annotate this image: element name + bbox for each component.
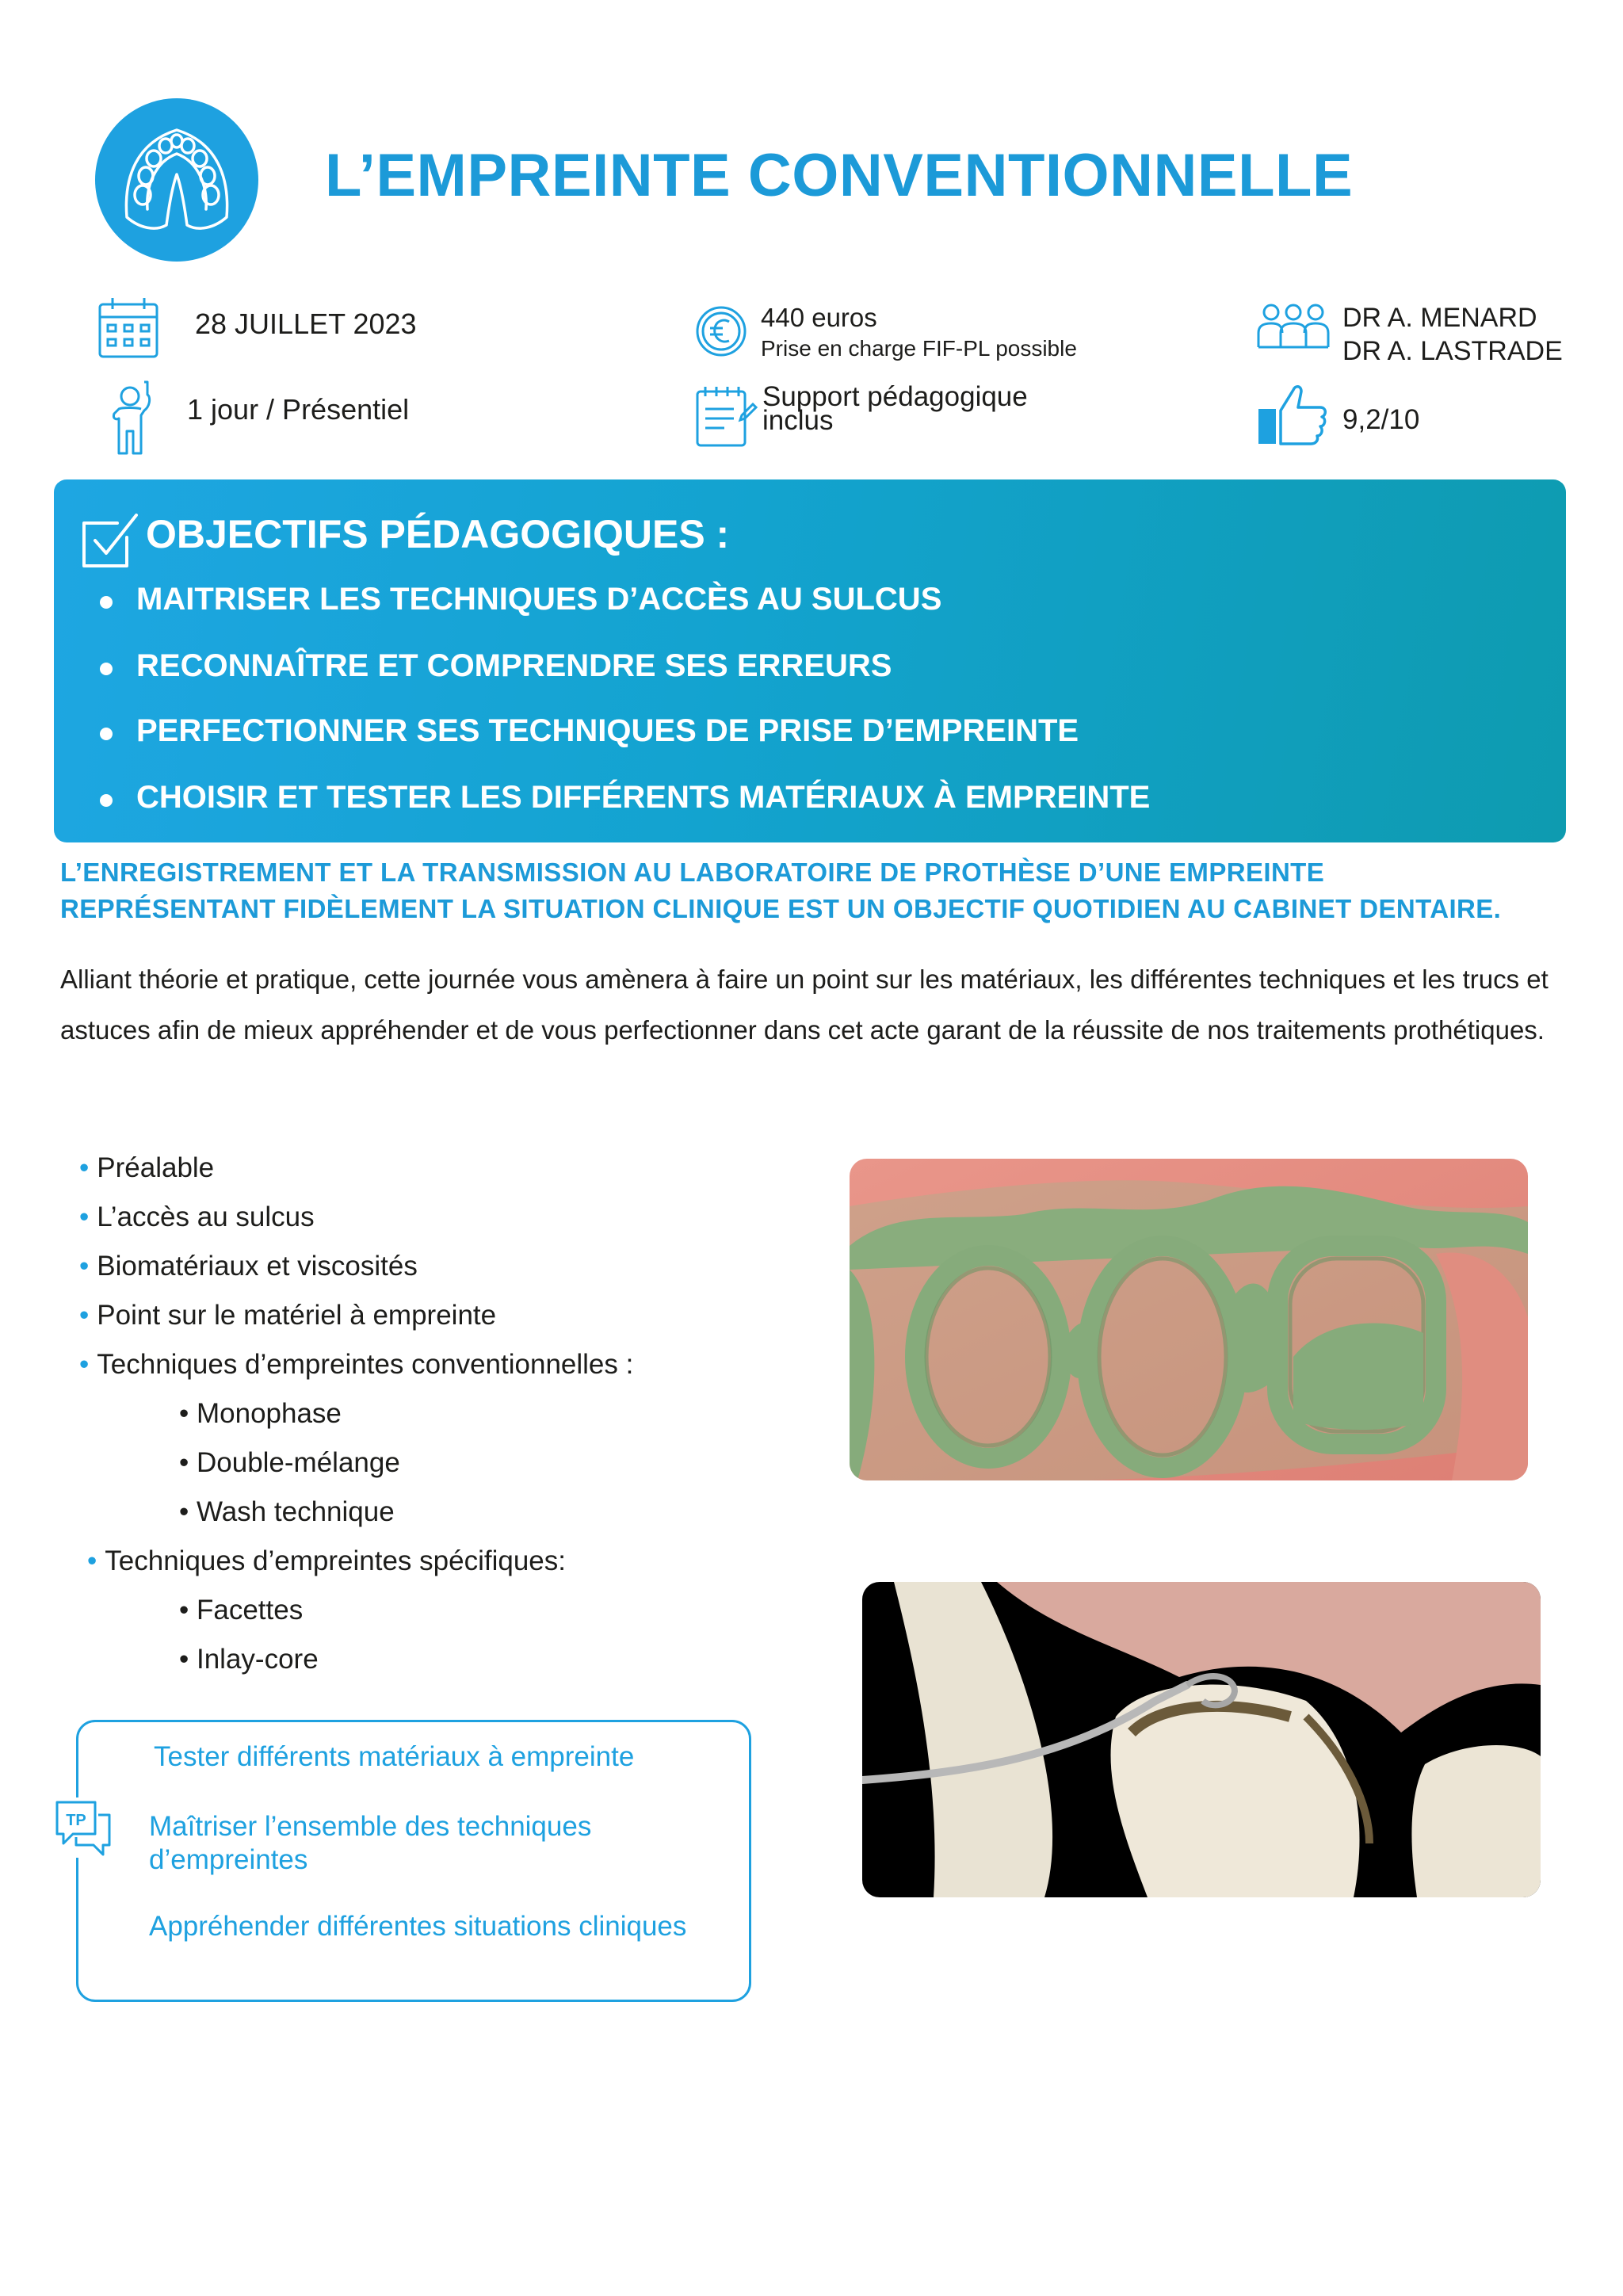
tp-item: Maîtriser l’ensemble des techniques d’empreintes xyxy=(149,1811,592,1875)
thumbs-up-icon xyxy=(1257,382,1328,445)
lead-line-1: L’ENREGISTREMENT ET LA TRANSMISSION AU LABORATOIRE DE PROTHÈSE D’UNE EMPREINTE xyxy=(60,858,1325,887)
speaker-2: DR A. LASTRADE xyxy=(1342,336,1563,366)
tp-item: Tester différents matériaux à empreinte xyxy=(154,1741,635,1772)
tp-chat-icon xyxy=(52,1797,114,1858)
objective-bullet xyxy=(100,596,113,609)
rating-text: 9,2/10 xyxy=(1342,404,1420,435)
speaker-1: DR A. MENARD xyxy=(1342,303,1537,333)
raised-hand-person-icon xyxy=(105,379,162,457)
dental-arch-icon xyxy=(95,98,258,262)
notepad-icon xyxy=(693,384,759,450)
objective-item: RECONNAÎTRE ET COMPRENDRE SES ERREURS xyxy=(136,648,892,683)
calendar-icon xyxy=(95,295,162,361)
page-title: L’EMPREINTE CONVENTIONNELLE xyxy=(325,142,1354,209)
program-item: • Techniques d’empreintes conventionnelles : xyxy=(79,1349,634,1380)
program-subitem: • Facettes xyxy=(179,1595,304,1626)
support-line-1: Support pédagogique xyxy=(762,381,1028,412)
tp-item: Appréhender différentes situations cliniques xyxy=(149,1911,687,1942)
people-group-icon xyxy=(1255,301,1331,368)
objective-item: PERFECTIONNER SES TECHNIQUES DE PRISE D’EMPREINTE xyxy=(136,713,1079,748)
price-text: 440 euros xyxy=(761,303,877,332)
euro-icon xyxy=(693,298,759,365)
tp-badge: TP xyxy=(66,1812,86,1829)
program-item: • L’accès au sulcus xyxy=(79,1201,315,1232)
objective-item: CHOISIR ET TESTER LES DIFFÉRENTS MATÉRIAUX À EMPREINTE xyxy=(136,780,1151,815)
objective-bullet xyxy=(100,794,113,807)
objective-bullet xyxy=(100,728,113,740)
dental-arch-logo xyxy=(95,98,258,262)
clinical-teeth-photo xyxy=(862,1582,1541,1897)
date-text: 28 JUILLET 2023 xyxy=(195,308,417,340)
program-subitem: • Monophase xyxy=(179,1398,342,1429)
objective-bullet xyxy=(100,663,113,675)
impression-photo xyxy=(850,1159,1528,1480)
program-subitem: • Double-mélange xyxy=(179,1447,400,1478)
program-item: • Techniques d’empreintes spécifiques: xyxy=(87,1545,566,1576)
program-subitem: • Wash technique xyxy=(179,1496,395,1527)
checkbox-check-icon xyxy=(81,510,141,571)
program-item: • Point sur le matériel à empreinte xyxy=(79,1300,497,1331)
program-item: • Biomatériaux et viscosités xyxy=(79,1251,418,1282)
duration-text: 1 jour / Présentiel xyxy=(187,393,410,426)
objective-item: MAITRISER LES TECHNIQUES D’ACCÈS AU SULCUS xyxy=(136,582,942,617)
support-line-2: inclus xyxy=(762,405,834,436)
objectives-title: OBJECTIFS PÉDAGOGIQUES : xyxy=(146,512,730,556)
program-subitem: • Inlay-core xyxy=(179,1644,319,1675)
program-item: • Préalable xyxy=(79,1152,215,1183)
lead-line-2: REPRÉSENTANT FIDÈLEMENT LA SITUATION CLINIQUE EST UN OBJECTIF QUOTIDIEN AU CABINET DENTAIRE. xyxy=(60,894,1502,923)
funding-text: Prise en charge FIF-PL possible xyxy=(761,336,1077,361)
intro-paragraph: Alliant théorie et pratique, cette journée vous amènera à faire un point sur les matériaux, les différentes techniques et les trucs et astuces afin de mieux appréhender et de vous perfectionner dans cet acte garant de la réussite de nos traitements prothétiques. xyxy=(60,965,1549,1045)
